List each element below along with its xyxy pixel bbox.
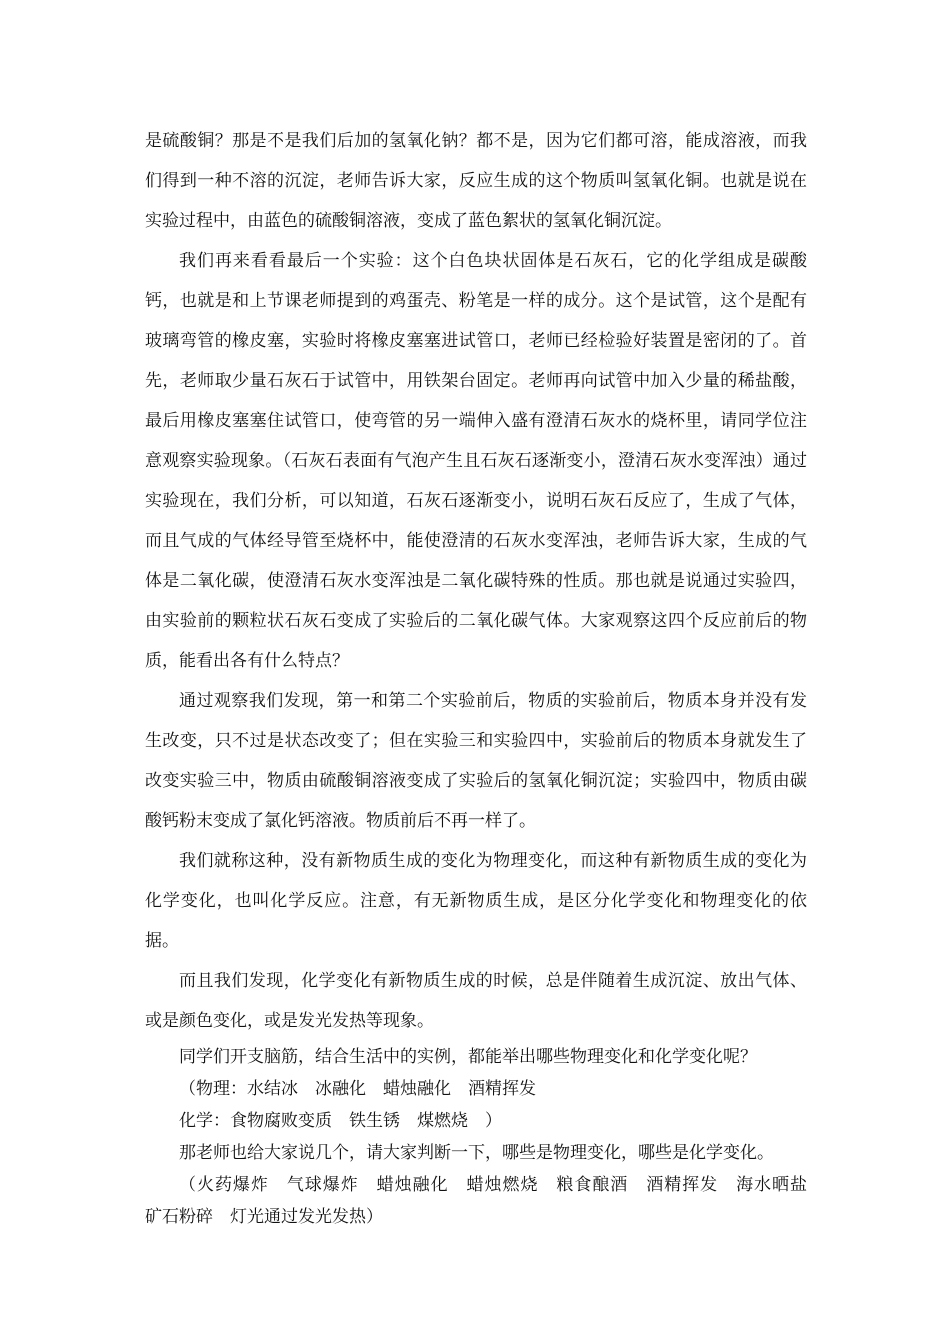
paragraph-chemical-examples: 化学：食物腐败变质 铁生锈 煤燃烧 ） [179,1111,502,1131]
paragraph-definition: 我们就称这种，没有新物质生成的变化为物理变化，而这种有新物质生成的变化为化学变化，也叫化学反应。注意，有无新物质生成，是区分化学变化和物理变化的依据。 [145,851,807,951]
paragraph-teacher-prompt: 那老师也给大家说几个，请大家判断一下，哪些是物理变化，哪些是化学变化。 [179,1143,774,1163]
paragraph-observation: 通过观察我们发现，第一和第二个实验前后，物质的实验前后，物质本身并没有发生改变，只不过是状态改变了；但在实验三和实验四中，实验前后的物质本身就发生了改变实验三中，物质由硫酸铜溶液变成了实验后的氢氧化铜沉淀；实验四中，物质由碳酸钙粉末变成了氯化钙溶液。物质前后不再一样了。 [145,691,807,831]
document-body [145,121,824,1233]
paragraph-question: 同学们开支脑筋，结合生活中的实例，都能举出哪些物理变化和化学变化呢？ [179,1047,757,1067]
paragraph-judgement-list: （火药爆炸 气球爆炸 蜡烛融化 蜡烛燃烧 粮食酿酒 酒精挥发 海水晒盐 矿石粉碎 灯光通过发光发热） [145,1175,824,1227]
paragraph-continued: 是硫酸铜？那是不是我们后加的氢氧化钠？都不是，因为它们都可溶，能成溶液，而我们得到一种不溶的沉淀，老师告诉大家，反应生成的这个物质叫氢氧化铜。也就是说在实验过程中，由蓝色的硫酸铜溶液，变成了蓝色絮状的氢氧化铜沉淀。 [145,131,807,231]
paragraph-physical-examples: （物理：水结冰 冰融化 蜡烛融化 酒精挥发 [179,1079,536,1099]
paragraph-phenomena: 而且我们发现，化学变化有新物质生成的时候，总是伴随着生成沉淀、放出气体、或是颜色变化，或是发光发热等现象。 [145,971,807,1031]
paragraph-experiment-four: 我们再来看看最后一个实验：这个白色块状固体是石灰石，它的化学组成是碳酸钙，也就是和上节课老师提到的鸡蛋壳、粉笔是一样的成分。这个是试管，这个是配有玻璃弯管的橡皮塞，实验时将橡皮塞塞进试管口，老师已经检验好装置是密闭的了。首先，老师取少量石灰石于试管中，用铁架台固定。老师再向试管中加入少量的稀盐酸，最后用橡皮塞塞住试管口，使弯管的另一端伸入盛有澄清石灰水的烧杯里，请同学位注意观察实验现象。（石灰石表面有气泡产生且石灰石逐渐变小，澄清石灰水变浑浊）通过实验现在，我们分析，可以知道，石灰石逐渐变小，说明石灰石反应了，生成了气体，而且气成的气体经导管至烧杯中，能使澄清的石灰水变浑浊，老师告诉大家，生成的气体是二氧化碳，使澄清石灰水变浑浊是二氧化碳特殊的性质。那也就是说通过实验四，由实验前的颗粒状石灰石变成了实验后的二氧化碳气体。大家观察这四个反应前后的物质，能看出各有什么特点？ [145,251,807,671]
